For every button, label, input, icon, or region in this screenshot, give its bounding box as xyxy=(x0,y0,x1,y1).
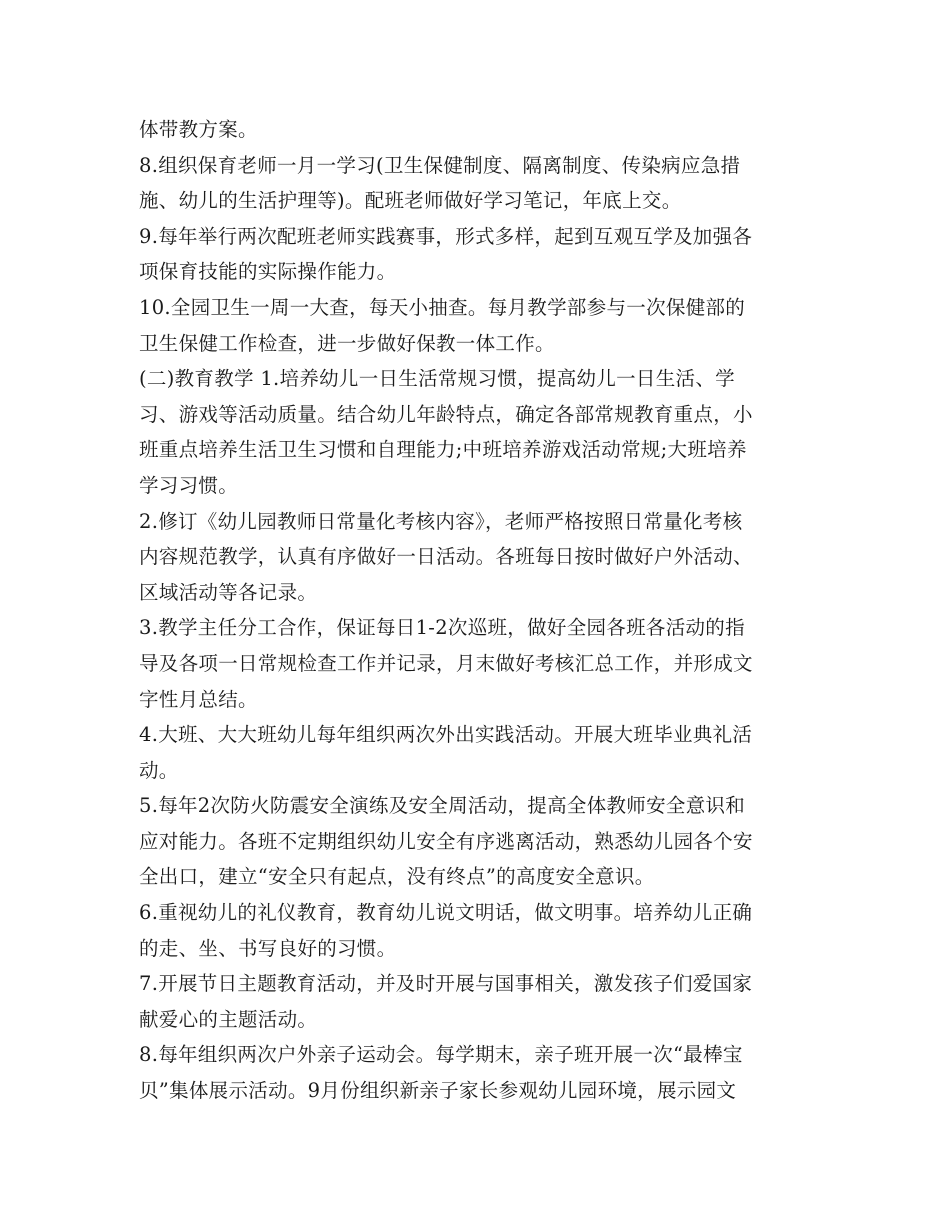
document-body xyxy=(139,112,819,1109)
text-line: 学习习惯。 xyxy=(139,473,239,497)
text-line: 字性月总结。 xyxy=(139,687,258,711)
text-line: 内容规范教学，认真有序做好一日活动。各班每日按时做好户外活动、 xyxy=(139,545,753,569)
text-line: 的走、坐、书写良好的习惯。 xyxy=(139,936,397,960)
text-line: 3.教学主任分工合作，保证每日1-2次巡班，做好全园各班各活动的指 xyxy=(139,616,745,640)
text-line: 体带教方案。 xyxy=(139,118,258,141)
text-line: 卫生保健工作检查，进一步做好保教一体工作。 xyxy=(139,331,555,355)
text-line: 施、幼儿的生活护理等)。配班老师做好学习笔记，年底上交。 xyxy=(139,189,682,213)
text-line: 8.每年组织两次户外亲子运动会。每学期末，亲子班开展一次“最棒宝 xyxy=(139,1043,743,1067)
text-line: 应对能力。各班不定期组织幼儿安全有序逃离活动，熟悉幼儿园各个安 xyxy=(139,829,753,853)
text-line: 动。 xyxy=(139,758,179,782)
text-line: 项保育技能的实际操作能力。 xyxy=(139,260,397,284)
text-line: 全出口，建立“安全只有起点，没有终点”的高度安全意识。 xyxy=(139,865,655,889)
text-line: 区域活动等各记录。 xyxy=(139,580,318,604)
text-line: 7.开展节日主题教育活动，并及时开展与国事相关，激发孩子们爱国家 xyxy=(139,972,753,996)
text-line: 6.重视幼儿的礼仪教育，教育幼儿说文明话，做文明事。培养幼儿正确 xyxy=(139,901,753,925)
text-line: 9.每年举行两次配班老师实践赛事，形式多样，起到互观互学及加强各 xyxy=(139,224,753,248)
text-line: 导及各项一日常规检查工作并记录，月末做好考核汇总工作，并形成文 xyxy=(139,651,753,675)
text-line: 贝”集体展示活动。9月份组织新亲子家长参观幼儿园环境，展示园文 xyxy=(139,1079,737,1103)
text-line: 2.修订《幼儿园教师日常量化考核内容》，老师严格按照日常量化考核 xyxy=(139,509,743,533)
text-line: 10.全园卫生一周一大查，每天小抽查。每月教学部参与一次保健部的 xyxy=(139,295,746,319)
text-line: 5.每年2次防火防震安全演练及安全周活动，提高全体教师安全意识和 xyxy=(139,794,746,818)
text-line: 8.组织保育老师一月一学习(卫生保健制度、隔离制度、传染病应急措 xyxy=(139,153,741,177)
text-line: 献爱心的主题活动。 xyxy=(139,1007,318,1031)
text-line: 4.大班、大大班幼儿每年组织两次外出实践活动。开展大班毕业典礼活 xyxy=(139,723,753,747)
text-line: 班重点培养生活卫生习惯和自理能力;中班培养游戏活动常规;大班培养 xyxy=(139,438,747,462)
text-line: 习、游戏等活动质量。结合幼儿年龄特点，确定各部常规教育重点，小 xyxy=(139,402,753,426)
text-line: (二)教育教学 1.培养幼儿一日生活常规习惯，提高幼儿一日生活、学 xyxy=(139,367,735,391)
